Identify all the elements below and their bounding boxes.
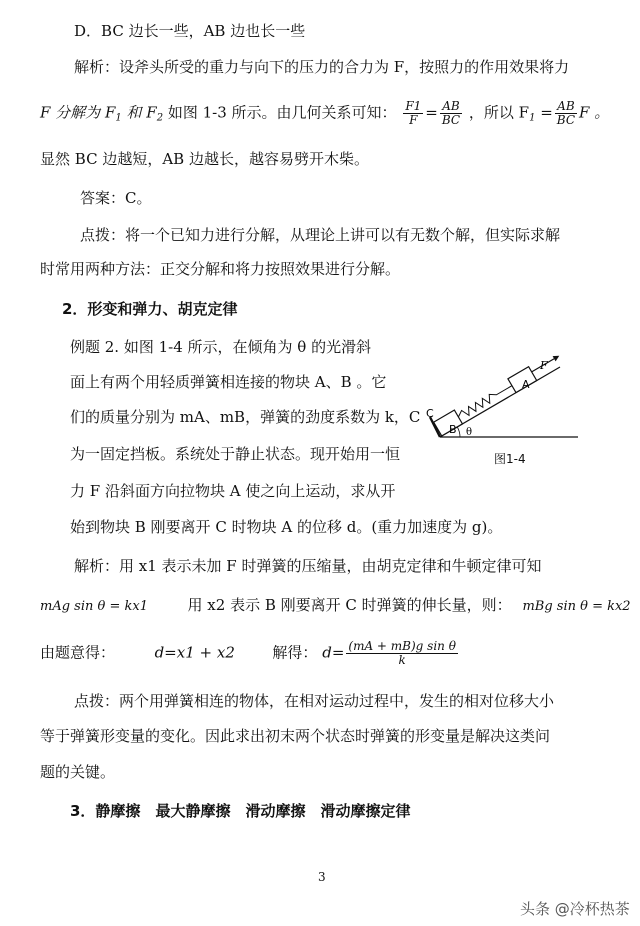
analysis1-text-d: ，所以 F	[468, 103, 530, 122]
label-a: A	[522, 378, 530, 391]
analysis2-line3	[40, 640, 460, 667]
frac3-num: AB	[555, 100, 577, 114]
sub-1: 1	[115, 112, 122, 124]
analysis1-text-a: F 分解为 F	[40, 103, 116, 122]
hint2-line3: 题的关键。	[40, 763, 116, 781]
example2-line5: 力 F 沿斜面方向拉物块 A 使之向上运动，求从开	[70, 482, 396, 500]
hint2-line1: 点拨：两个用弹簧相连的物体，在相对运动过程中，发生的相对位移大小	[74, 692, 555, 710]
fraction-ab-bc-2	[555, 100, 577, 127]
theta-arc	[457, 427, 460, 437]
label-b: B	[449, 423, 457, 436]
analysis2-text-b: 解得：	[272, 643, 318, 662]
example2-line4: 为一固定挡板。系统处于静止状态。现开始用一恒	[70, 445, 401, 463]
sub-3: 1	[529, 112, 536, 124]
example2-line1: 例题 2. 如图 1-4 所示，在倾角为 θ 的光滑斜	[70, 338, 372, 356]
analysis1-text-f: F 。	[579, 103, 610, 122]
equation-4-lhs: d=	[322, 643, 345, 662]
analysis2-text-a: 由题意得：	[40, 643, 116, 662]
label-f: F	[540, 359, 548, 372]
fraction-ab-bc	[440, 100, 462, 127]
label-theta: θ	[466, 427, 473, 438]
equals-sign: =	[425, 103, 438, 122]
example2-line6: 始到物块 B 刚要离开 C 时物块 A 的位移 d。(重力加速度为 g)。	[70, 518, 503, 536]
analysis2-line2	[40, 594, 631, 618]
fraction-f1-f	[403, 100, 423, 127]
example2-line3: 们的质量分别为 mA、mB，弹簧的劲度系数为 k，C	[70, 408, 421, 426]
option-d: D．BC 边长一些，AB 边也长一些	[74, 22, 306, 40]
solution-den: k	[398, 653, 406, 667]
frac1-den: F	[409, 113, 418, 127]
analysis2-mid-text: 用 x2 表示 B 刚要离开 C 时弹簧的伸长量，则：	[187, 596, 512, 614]
analysis1-text-e: =	[535, 103, 553, 122]
frac3-den: BC	[556, 113, 576, 127]
spring	[456, 382, 514, 420]
analysis2-line1: 解析：用 x1 表示未加 F 时弹簧的压缩量，由胡克定律和牛顿定律可知	[74, 557, 542, 575]
example2-line2: 面上有两个用轻质弹簧相连接的物块 A、B 。它	[70, 373, 387, 391]
fraction-solution	[346, 640, 458, 667]
equation-1: mAg sin θ = kx1	[40, 599, 148, 614]
force-arrow-head	[553, 353, 561, 361]
analysis1-line1: 解析：设斧头所受的重力与向下的压力的合力为 F，按照力的作用效果将力	[74, 58, 570, 76]
equation-3: d=x1 + x2	[154, 643, 235, 662]
figure-caption: 图1-4	[494, 452, 526, 466]
analysis1-line3: 显然 BC 边越短，AB 边越长，越容易劈开木柴。	[40, 150, 369, 168]
section2-title: 2．形变和弹力、胡克定律	[62, 300, 238, 318]
analysis1-text-b: 和 F	[121, 103, 157, 122]
solution-num: (mA + mB)g sin θ	[348, 639, 456, 653]
sub-2: 2	[156, 112, 164, 124]
frac2-den: BC	[441, 113, 461, 127]
hint1-line1: 点拨：将一个已知力进行分解，从理论上讲可以有无数个解，但实际求解	[80, 226, 561, 244]
section3-title: 3．静摩擦 最大静摩擦 滑动摩擦 滑动摩擦定律	[70, 802, 411, 820]
equation-2: mBg sin θ = kx2	[522, 599, 631, 614]
page-number: 3	[318, 870, 326, 884]
hint1-line2: 时常用两种方法：正交分解和将力按照效果进行分解。	[40, 260, 401, 278]
hint2-line2: 等于弹簧形变量的变化。因此求出初末两个状态时弹簧的形变量是解决这类问	[40, 727, 551, 745]
frac2-num: AB	[440, 100, 462, 114]
analysis1-text-c: 如图 1-3 所示。由几何关系可知：	[163, 103, 397, 122]
answer: 答案：C。	[80, 189, 152, 207]
label-c: C	[426, 407, 434, 420]
frac1-num: F1	[405, 99, 422, 113]
analysis1-line2	[40, 100, 609, 130]
watermark: 头条 @冷杯热茶	[520, 900, 630, 918]
